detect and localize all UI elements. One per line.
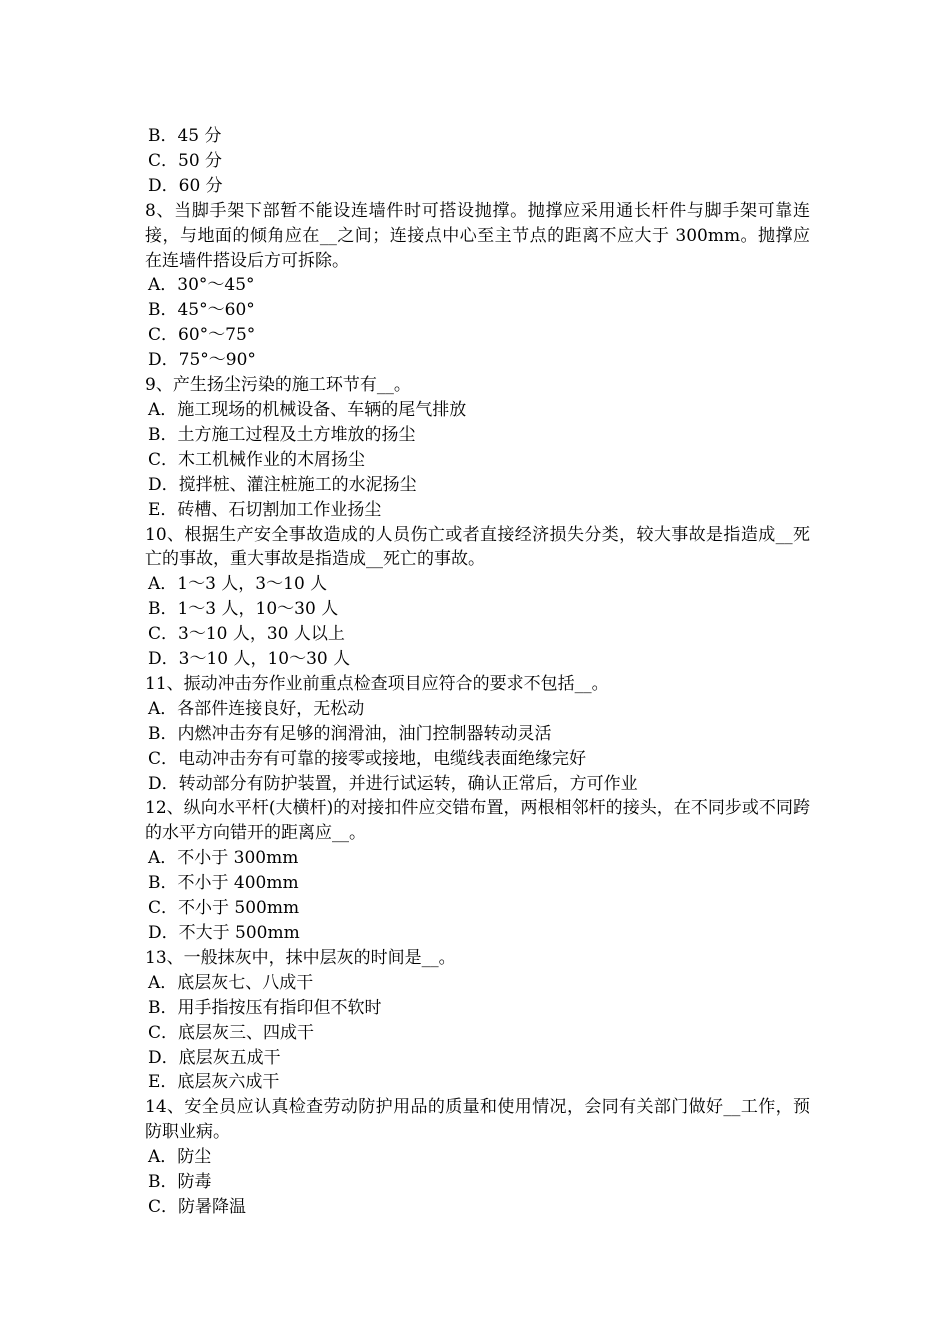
question-9-option-b: B．土方施工过程及土方堆放的扬尘	[148, 424, 416, 445]
question-12-option-a: A．不小于 300mm	[148, 848, 299, 869]
question-13-option-c: C．底层灰三、四成干	[148, 1022, 315, 1043]
document-page	[145, 124, 810, 1220]
question-12: 12、纵向水平杆(大横杆)的对接扣件应交错布置，两根相邻杆的接头，在不同步或不同跨的水平方向错开的距离应__。	[145, 798, 810, 844]
question-10-option-a: A．1～3 人，3～10 人	[148, 574, 328, 595]
question-12-option-b: B．不小于 400mm	[148, 873, 299, 894]
question-8: 8、当脚手架下部暂不能设连墙件时可搭设抛撑。抛撑应采用通长杆件与脚手架可靠连接，与地面的倾角应在__之间；连接点中心至主节点的距离不应大于 300mm。抛撑应在连墙件搭设后方可拆除。	[145, 200, 810, 271]
question-10: 10、根据生产安全事故造成的人员伤亡或者直接经济损失分类，较大事故是指造成__死亡的事故，重大事故是指造成__死亡的事故。	[145, 524, 810, 570]
question-13-option-b: B．用手指按压有指印但不软时	[148, 997, 382, 1018]
question-8-option-a: A．30°～45°	[148, 275, 255, 296]
question-14: 14、安全员应认真检查劳动防护用品的质量和使用情况，会同有关部门做好__工作，预防职业病。	[145, 1097, 810, 1143]
question-8-option-c: C．60°～75°	[148, 325, 256, 346]
question-9-option-d: D．搅拌桩、灌注桩施工的水泥扬尘	[148, 474, 417, 495]
question-9-option-c: C．木工机械作业的木屑扬尘	[148, 449, 366, 470]
question-8-option-b: B．45°～60°	[148, 300, 255, 321]
question-11-option-a: A．各部件连接良好，无松动	[148, 698, 365, 719]
option-d-prev: D．60 分	[148, 175, 223, 196]
option-8b-prev: B．45 分	[148, 126, 222, 146]
question-11-option-c: C．电动冲击夯有可靠的接零或接地，电缆线表面绝缘完好	[148, 748, 587, 769]
question-12-option-c: C．不小于 500mm	[148, 898, 300, 919]
question-14-option-c: C．防暑降温	[148, 1196, 247, 1217]
question-14-option-b: B．防毒	[148, 1172, 212, 1193]
question-9-option-a: A．施工现场的机械设备、车辆的尾气排放	[148, 399, 467, 420]
question-11-option-d: D．转动部分有防护装置，并进行试运转，确认正常后，方可作业	[148, 773, 638, 794]
question-11: 11、振动冲击夯作业前重点检查项目应符合的要求不包括__。	[145, 673, 609, 694]
question-10-option-d: D．3～10 人，10～30 人	[148, 649, 351, 670]
question-13-option-e: E．底层灰六成干	[148, 1072, 280, 1093]
question-13: 13、一般抹灰中，抹中层灰的时间是__。	[145, 947, 456, 968]
question-14-option-a: A．防尘	[148, 1147, 212, 1168]
question-9: 9、产生扬尘污染的施工环节有__。	[145, 375, 411, 396]
question-10-option-c: C．3～10 人，30 人以上	[148, 624, 345, 645]
question-13-option-a: A．底层灰七、八成干	[148, 972, 314, 993]
question-11-option-b: B．内燃冲击夯有足够的润滑油，油门控制器转动灵活	[148, 723, 552, 744]
question-13-option-d: D．底层灰五成干	[148, 1047, 281, 1068]
option-c-prev: C．50 分	[148, 150, 223, 171]
question-8-option-d: D．75°～90°	[148, 350, 256, 371]
question-9-option-e: E．砖槽、石切割加工作业扬尘	[148, 499, 382, 520]
question-12-option-d: D．不大于 500mm	[148, 923, 300, 943]
question-10-option-b: B．1～3 人，10～30 人	[148, 599, 339, 620]
